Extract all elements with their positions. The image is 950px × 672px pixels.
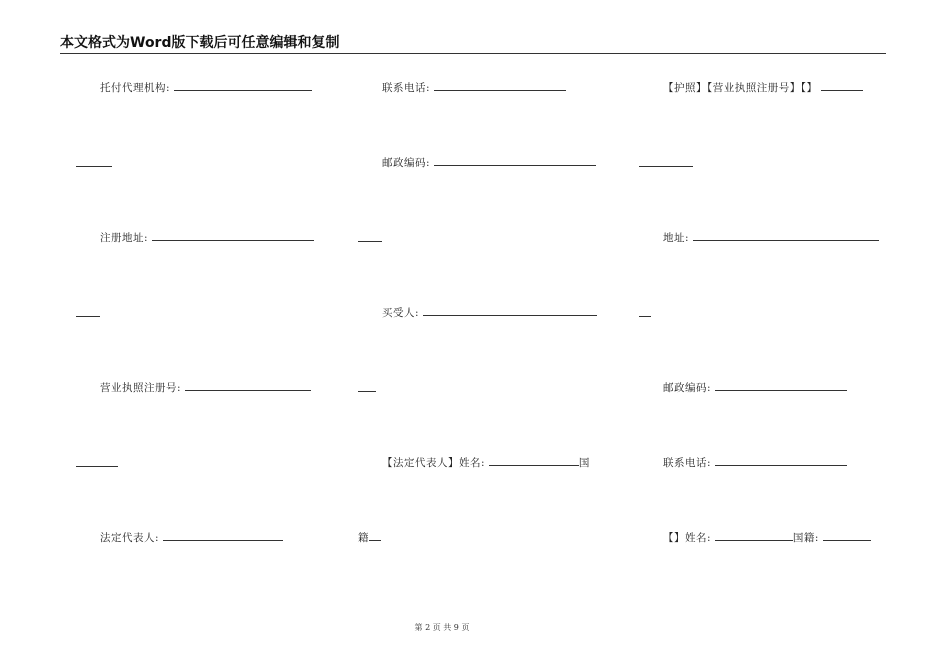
reg-address-field: [100, 229, 314, 245]
legal-rep-name-field: [382, 454, 590, 470]
agency-continuation: [76, 155, 112, 171]
license-no-field: [100, 379, 311, 395]
license-no-blank[interactable]: [185, 379, 311, 391]
buyer-continuation: [358, 380, 376, 396]
agency-field: [100, 79, 312, 95]
address-blank[interactable]: [693, 229, 879, 241]
postcode-blank[interactable]: [434, 154, 596, 166]
nationality-label-start: 国: [578, 457, 590, 469]
page-footer: 第 2 页 共 9 页: [414, 623, 470, 632]
legal-rep-name-blank[interactable]: [489, 454, 579, 466]
postcode-field: [382, 154, 596, 170]
postcode-continuation: [358, 230, 382, 246]
postcode-blank-cont[interactable]: [358, 230, 382, 242]
address-field: [663, 229, 879, 245]
phone-field-right: [663, 454, 847, 470]
agency-blank-cont[interactable]: [76, 155, 112, 167]
phone-field: [382, 79, 566, 95]
legal-rep-label: 法定代表人:: [100, 532, 160, 544]
agency-label: 托付代理机构:: [100, 82, 171, 94]
postcode-label: 邮政编码:: [382, 157, 431, 169]
buyer-blank[interactable]: [423, 304, 597, 316]
document-header: 本文格式为Word版下载后可任意编辑和复制: [60, 34, 886, 54]
address-label: 地址:: [663, 232, 690, 244]
phone-label: 联系电话:: [382, 82, 431, 94]
name-label: 【】姓名:: [663, 532, 712, 544]
name-blank[interactable]: [715, 529, 793, 541]
address-blank-cont[interactable]: [639, 305, 651, 317]
phone-blank-right[interactable]: [715, 454, 847, 466]
phone-blank[interactable]: [434, 79, 566, 91]
postcode-blank-right[interactable]: [715, 379, 847, 391]
license-no-label: 营业执照注册号:: [100, 382, 182, 394]
reg-address-blank-cont[interactable]: [76, 305, 100, 317]
reg-address-blank[interactable]: [152, 229, 314, 241]
legal-rep-blank[interactable]: [163, 529, 283, 541]
postcode-label-right: 邮政编码:: [663, 382, 712, 394]
license-no-continuation: [76, 455, 118, 471]
nationality-blank-right[interactable]: [823, 529, 871, 541]
passport-license-label: 【护照】【营业执照注册号】【】: [663, 82, 818, 94]
postcode-field-right: [663, 379, 847, 395]
legal-rep-name-label: 【法定代表人】姓名:: [382, 457, 486, 469]
buyer-blank-cont[interactable]: [358, 380, 376, 392]
passport-license-blank[interactable]: [821, 79, 863, 91]
buyer-label: 买受人:: [382, 307, 420, 319]
nationality-label-right: 国籍:: [792, 532, 819, 544]
name-nationality-field: [663, 529, 871, 545]
buyer-field: [382, 304, 597, 320]
nationality-continuation: [358, 529, 381, 545]
phone-label-right: 联系电话:: [663, 457, 712, 469]
nationality-label-end: 籍: [358, 532, 369, 544]
passport-license-continuation: [639, 155, 693, 171]
address-continuation: [639, 305, 651, 321]
passport-license-field: [663, 79, 863, 95]
passport-license-blank-cont[interactable]: [639, 155, 693, 167]
legal-rep-field: [100, 529, 283, 545]
agency-blank[interactable]: [174, 79, 312, 91]
reg-address-label: 注册地址:: [100, 232, 149, 244]
reg-address-continuation: [76, 305, 100, 321]
nationality-blank[interactable]: [369, 529, 381, 541]
license-no-blank-cont[interactable]: [76, 455, 118, 467]
